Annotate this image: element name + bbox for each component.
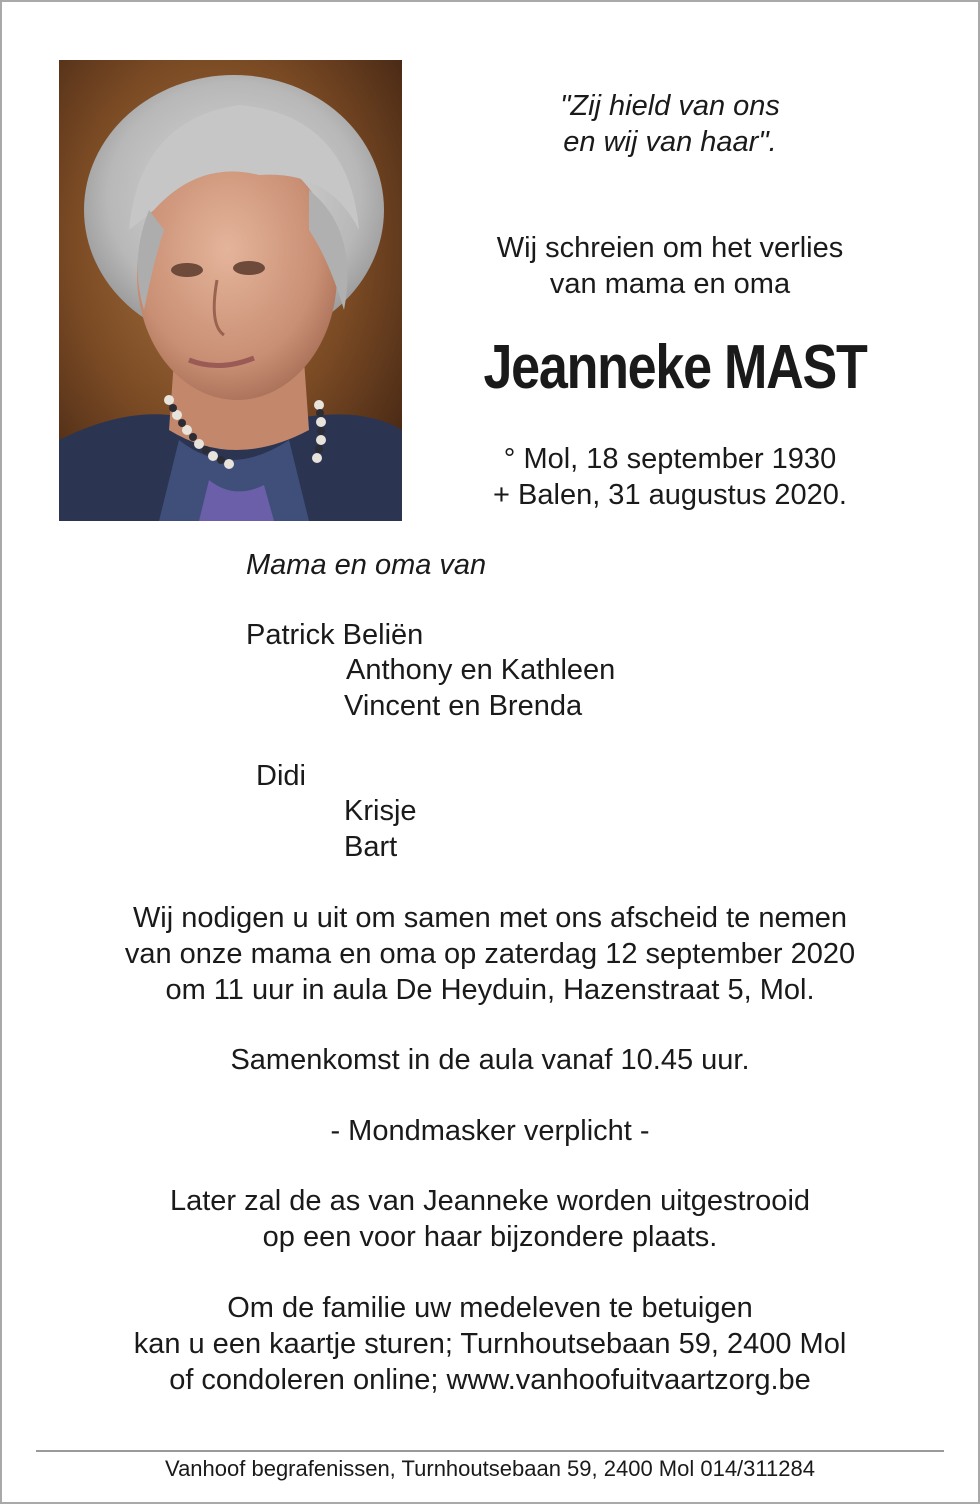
- condolences-line-2: kan u een kaartje sturen; Turnhoutsebaan 59, 2400 Mol: [133, 1328, 847, 1360]
- family-child-1: Patrick Beliën: [246, 619, 424, 651]
- quote-line-1: "Zij hield van ons: [560, 90, 780, 122]
- condolences-line-3: of condoleren online; www.vanhoofuitvaartzorg.be: [169, 1364, 811, 1396]
- intro-line-2: van mama en oma: [549, 268, 791, 300]
- family-grandchild: Vincent en Brenda: [344, 690, 583, 722]
- family-child-2: Didi: [256, 760, 306, 792]
- portrait-photo: [59, 60, 402, 521]
- birth-line: ° Mol, 18 september 1930: [503, 443, 837, 475]
- invitation-line-2: van onze mama en oma op zaterdag 12 september 2020: [124, 938, 856, 970]
- family-grandchild: Anthony en Kathleen: [346, 654, 616, 686]
- gathering-line: Samenkomst in de aula vanaf 10.45 uur.: [230, 1044, 750, 1076]
- family-heading: Mama en oma van: [246, 549, 487, 581]
- intro-line-1: Wij schreien om het verlies: [496, 232, 844, 264]
- family-grandchild: Krisje: [344, 795, 417, 827]
- invitation-line-1: Wij nodigen u uit om samen met ons afscheid te nemen: [132, 902, 848, 934]
- death-line: + Balen, 31 augustus 2020.: [493, 479, 847, 511]
- ashes-line-2: op een voor haar bijzondere plaats.: [262, 1221, 718, 1253]
- ashes-line-1: Later zal de as van Jeanneke worden uitgestrooid: [169, 1185, 811, 1217]
- footer-divider: [36, 1450, 944, 1452]
- condolences-line-1: Om de familie uw medeleven te betuigen: [227, 1292, 753, 1324]
- quote-line-2: en wij van haar".: [563, 126, 777, 158]
- family-grandchild: Bart: [344, 831, 398, 863]
- mask-notice: - Mondmasker verplicht -: [330, 1115, 650, 1147]
- invitation-line-3: om 11 uur in aula De Heyduin, Hazenstraat 5, Mol.: [165, 974, 815, 1006]
- footer-funeral-home: Vanhoof begrafenissen, Turnhoutsebaan 59, 2400 Mol 014/311284: [165, 1456, 815, 1481]
- deceased-name: Jeanneke MAST: [483, 333, 867, 402]
